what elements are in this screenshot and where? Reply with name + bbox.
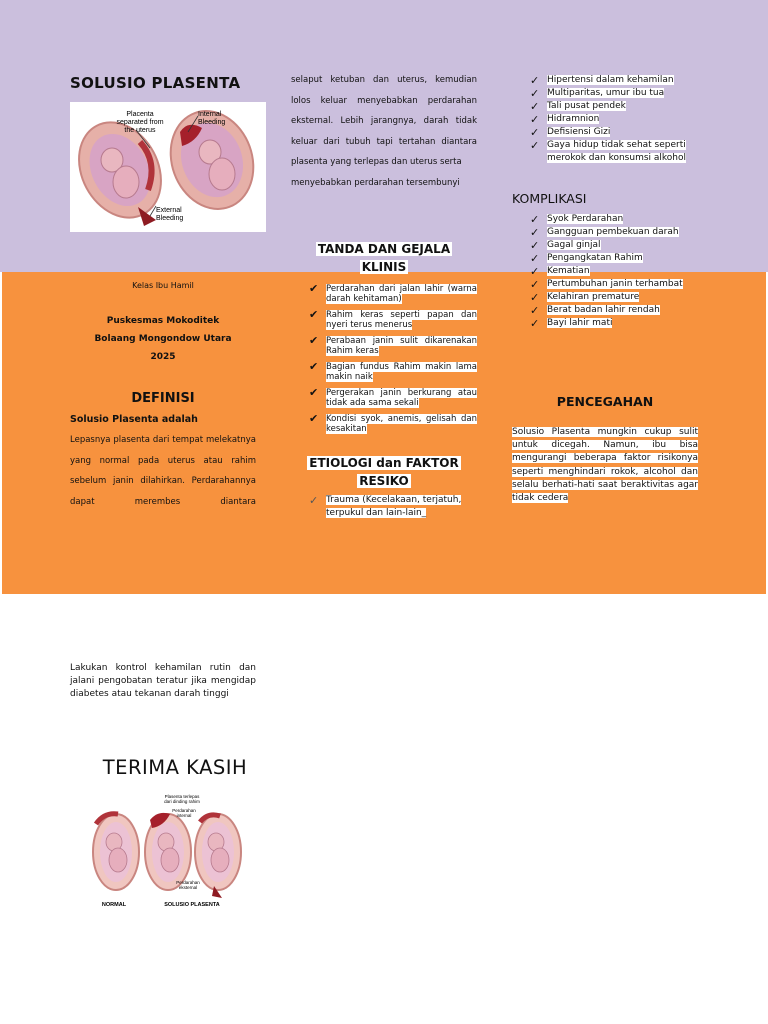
check-icon: ✔ (309, 334, 319, 347)
list-item: ✔ Perdarahan dari jalan lahir (warna darah kehitaman) (309, 282, 477, 304)
risk-factor-list (530, 74, 700, 165)
label-external-bleeding: External Bleeding (156, 207, 184, 222)
definisi-heading: DEFINISI (131, 391, 195, 406)
check-icon: ✓ (530, 213, 540, 226)
list-item: ✓ Kematian (530, 265, 590, 278)
check-icon: ✓ (530, 87, 540, 100)
etiologi-heading-line2: RESIKO (359, 474, 409, 488)
list-item: ✓ Defisiensi Gizi (530, 126, 611, 139)
org-line-2: Bolaang Mongondow Utara (94, 334, 232, 344)
list-item: ✓ Pengangkatan Rahim (530, 252, 643, 265)
pencegahan-heading: PENCEGAHAN (556, 394, 654, 409)
class-name: Kelas Ibu Hamil (132, 281, 194, 290)
check-icon: ✓ (530, 74, 540, 87)
list-item: ✓ Syok Perdarahan (530, 213, 624, 226)
check-icon: ✓ (530, 278, 540, 291)
brochure-title: SOLUSIO PLASENTA (70, 74, 241, 92)
list-item: ✓ Tali pusat pendek (530, 100, 626, 113)
list-item: ✓ Pertumbuhan janin terhambat (530, 278, 683, 291)
check-icon: ✓ (309, 494, 319, 507)
placenta-illustration (70, 102, 266, 232)
list-item: ✓ Gaya hidup tidak sehat seperti merokok dan konsumsi alkohol (530, 139, 687, 163)
check-icon: ✓ (530, 265, 540, 278)
definisi-text: Lepasnya plasenta dari tempat melekatnya yang normal pada uterus atau rahim sebelum janin dilahirkan. Perdarahannya dapat merembes diantara (70, 435, 256, 507)
check-icon: ✓ (530, 291, 540, 304)
check-icon: ✔ (309, 308, 319, 321)
uterus-illustration (70, 102, 266, 232)
list-item: ✔ Rahim keras seperti papan dan nyeri terus menerus (309, 308, 477, 330)
check-icon: ✓ (530, 126, 540, 139)
list-item: ✓ Bayi lahir mati (530, 317, 613, 330)
komplikasi-heading: KOMPLIKASI (512, 191, 587, 206)
label-normal: NORMAL (101, 902, 127, 908)
label-perdarahan-internal: Perdarahan internal (172, 808, 196, 818)
list-item: ✓ Kelahiran premature (530, 291, 640, 304)
kontrol-text: Lakukan kontrol kehamilan rutin dan jalani pengobatan teratur jika mengidap diabetes atau tekanan darah tinggi (70, 663, 256, 700)
label-placenta-separated: Placenta separated from the uterus (116, 111, 164, 134)
tanda-heading-line2: KLINIS (361, 260, 407, 274)
check-icon: ✓ (530, 252, 540, 265)
etiologi-list (309, 494, 477, 520)
etiologi-heading (291, 454, 477, 490)
check-icon: ✓ (530, 304, 540, 317)
check-icon: ✔ (309, 360, 319, 373)
org-year: 2025 (150, 352, 176, 362)
org-line-1: Puskesmas Mokoditek (106, 316, 220, 326)
komplikasi-list (530, 213, 700, 330)
pencegahan-text: Solusio Plasenta mungkin cukup sulit untuk dicegah. Namun, ibu bisa mengurangi beberapa faktor risikonya seperti menghindari rokok, alcohol dan selalu berhati-hati saat beraktivitas agar tidak cedera (512, 427, 698, 504)
list-item: ✓ Trauma (Kecelakaan, terjatuh, terpukul dan lain-lain_ (309, 494, 462, 518)
check-icon: ✓ (530, 100, 540, 113)
tanda-list (309, 284, 477, 440)
tanda-heading (291, 240, 477, 276)
thanks-heading: TERIMA KASIH (102, 756, 248, 779)
definisi-continued (291, 70, 477, 193)
check-icon: ✓ (530, 139, 540, 152)
label-internal-bleeding: Internal Bleeding (198, 111, 226, 126)
list-item: ✓ Berat badan lahir rendah (530, 304, 660, 317)
check-icon: ✔ (309, 412, 319, 425)
check-icon: ✓ (530, 113, 540, 126)
definisi-subheading: Solusio Plasenta adalah (70, 414, 198, 425)
label-solusio-plasenta: SOLUSIO PLASENTA (164, 902, 220, 908)
list-item: ✔ Perabaan janin sulit dikarenakan Rahim keras (309, 334, 477, 356)
list-item: ✔ Pergerakan janin berkurang atau tidak ada sama sekali (309, 386, 477, 408)
organization (70, 312, 256, 366)
etiologi-heading-line1: ETIOLOGI dan FAKTOR (309, 456, 459, 470)
check-icon: ✓ (530, 239, 540, 252)
check-icon: ✔ (309, 386, 319, 399)
list-item: ✓ Gagal ginjal (530, 239, 601, 252)
list-item: ✓ Hipertensi dalam kehamilan (530, 74, 674, 87)
definisi-continued-last: menyebabkan perdarahan tersembunyi (291, 177, 460, 188)
definisi-continued-body: selaput ketuban dan uterus, kemudian lolos keluar menyebabkan perdarahan eksternal. Lebih jarangnya, darah tidak keluar dari tubuh tapi tertahan diantara plasenta yang terlepas dan uterus serta (291, 75, 477, 167)
normal-vs-solusio-diagram (84, 790, 254, 912)
check-icon: ✓ (530, 226, 540, 239)
label-perdarahan-eksternal: Perdarahan eksternal (176, 880, 200, 890)
list-item: ✔ Kondisi syok, anemis, gelisah dan kesakitan (309, 412, 477, 434)
tanda-heading-line1: TANDA DAN GEJALA (317, 242, 451, 256)
label-plasenta-terlepas: Plasenta terlepas dari dinding rahim (164, 794, 200, 804)
check-icon: ✓ (530, 317, 540, 330)
list-item: ✔ Bagian fundus Rahim makin lama makin naik (309, 360, 477, 382)
uterus-comparison-illustration (84, 790, 254, 912)
check-icon: ✔ (309, 282, 319, 295)
list-item: ✓ Gangguan pembekuan darah (530, 226, 679, 239)
list-item: ✓ Multiparitas, umur ibu tua (530, 87, 665, 100)
list-item: ✓ Hidramnion (530, 113, 600, 126)
